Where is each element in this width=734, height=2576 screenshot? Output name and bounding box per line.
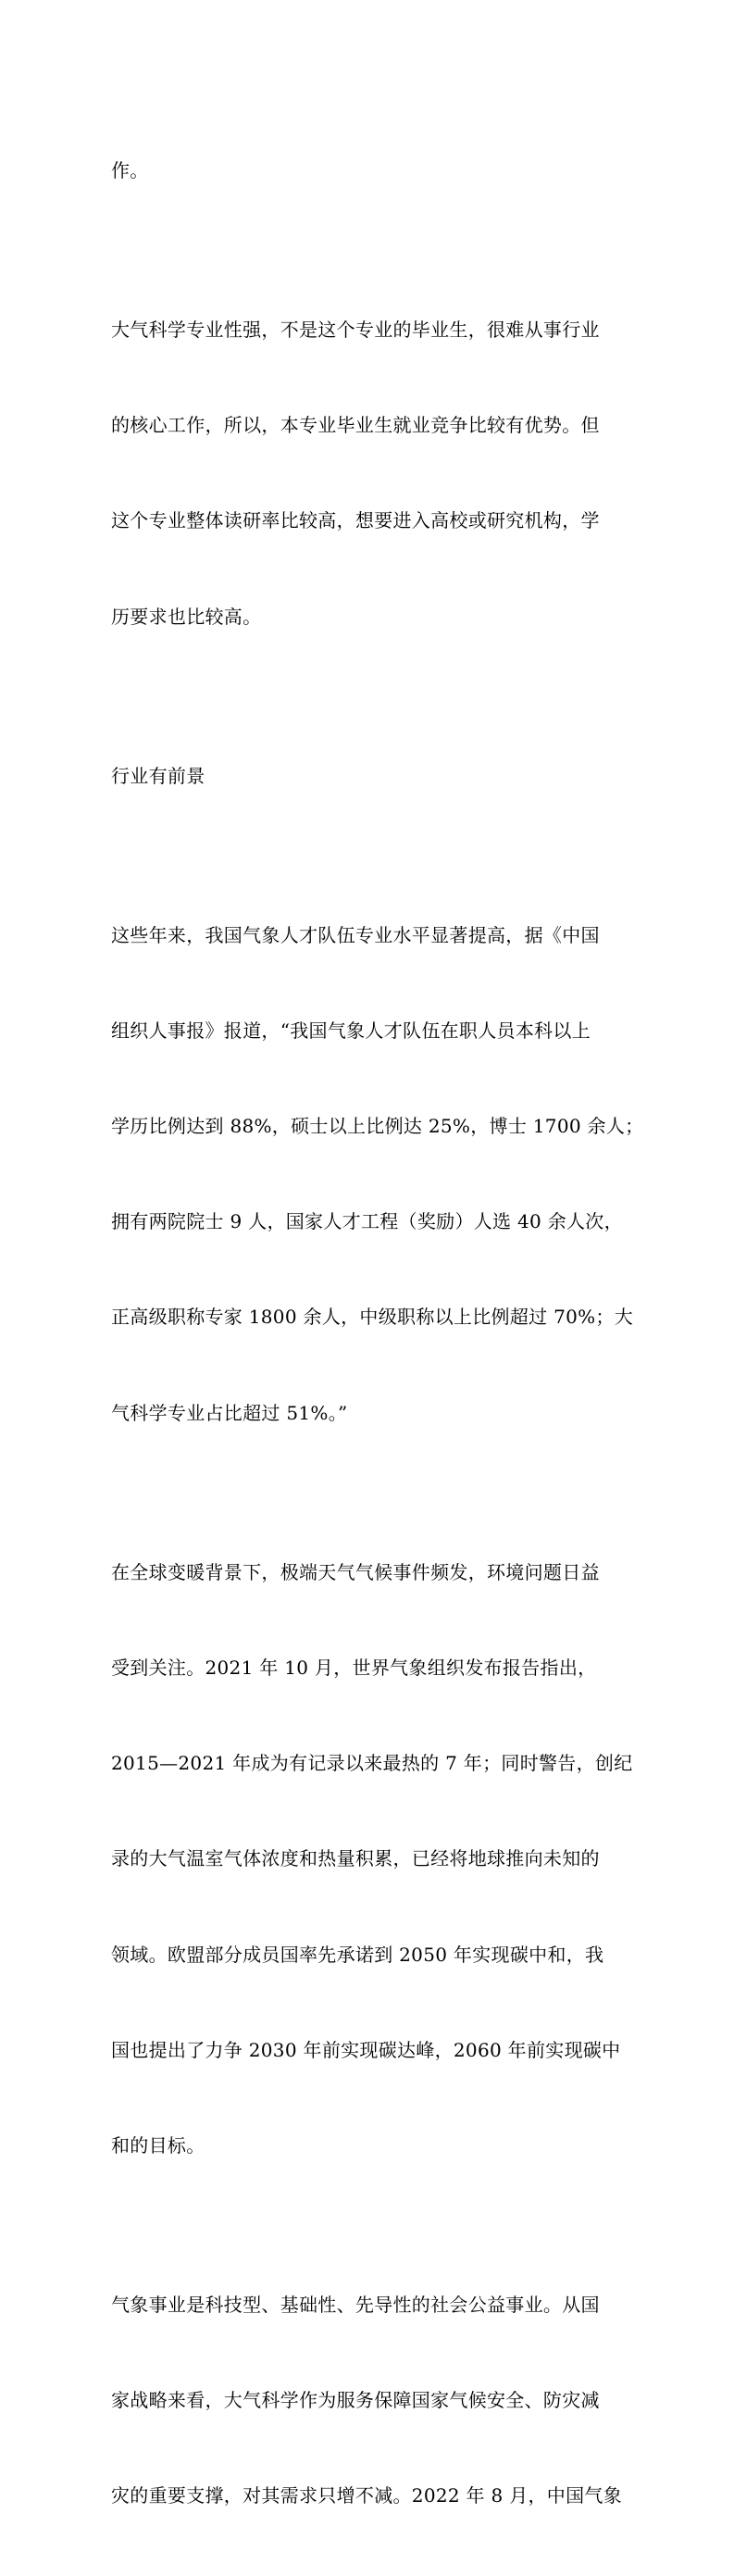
heading-line: 行业有前景 [111, 764, 205, 787]
text-line: 受到关注。2021 年 10 月，世界气象组织发布报告指出， [111, 1656, 597, 1679]
text-line: 正高级职称专家 1800 余人，中级职称以上比例超过 70%；大 [111, 1306, 634, 1329]
paragraph-major-specialty [111, 250, 626, 696]
paragraph-talent-statistics [111, 856, 644, 1493]
text-line: 在全球变暖背景下，极端天气气候事件频发，环境问题日益 [111, 1560, 600, 1583]
text-line: 气科学专业占比超过 51%。” [111, 1401, 348, 1424]
document-page [111, 91, 644, 2576]
text-line: 领域。欧盟部分成员国率先承诺到 2050 年实现碳中和，我 [111, 1943, 604, 1966]
text-line: 这个专业整体读研率比较高，想要进入高校或研究机构，学 [111, 509, 600, 532]
text-line: 气象事业是科技型、基础性、先导性的社会公益事业。从国 [111, 2294, 600, 2317]
text-line: 历要求也比较高。 [111, 605, 262, 628]
paragraph-meteorology-career [111, 2225, 626, 2575]
text-line: 拥有两院院士 9 人，国家人才工程（奖励）人选 40 余人次， [111, 1210, 623, 1233]
text-line: 和的目标。 [111, 2134, 205, 2157]
text-line: 国也提出了力争 2030 年前实现碳达峰，2060 年前实现碳中 [111, 2038, 621, 2061]
paragraph-continuation [111, 91, 626, 250]
text-line: 的核心工作，所以，本专业毕业生就业竞争比较有优势。但 [111, 414, 600, 437]
text-line: 灾的重要支撑，对其需求只增不减。2022 年 8 月，中国气象 [111, 2484, 622, 2507]
text-line: 这些年来，我国气象人才队伍专业水平显著提高，据《中国 [111, 923, 600, 946]
text-line: 2015—2021 年成为有记录以来最热的 7 年；同时警告，创纪 [111, 1752, 633, 1775]
paragraph-global-warming [111, 1493, 633, 2225]
text-line: 作。 [111, 158, 149, 181]
text-line: 学历比例达到 88%，硕士以上比例达 25%，博士 1700 余人； [111, 1115, 644, 1137]
text-line: 录的大气温室气体浓度和热量积累，已经将地球推向未知的 [111, 1847, 600, 1870]
text-line: 大气科学专业性强，不是这个专业的毕业生，很难从事行业 [111, 318, 600, 341]
text-line: 组织人事报》报道，“我国气象人才队伍在职人员本科以上 [111, 1019, 591, 1042]
section-heading [111, 696, 626, 856]
text-line: 家战略来看，大气科学作为服务保障国家气候安全、防灾减 [111, 2389, 600, 2412]
